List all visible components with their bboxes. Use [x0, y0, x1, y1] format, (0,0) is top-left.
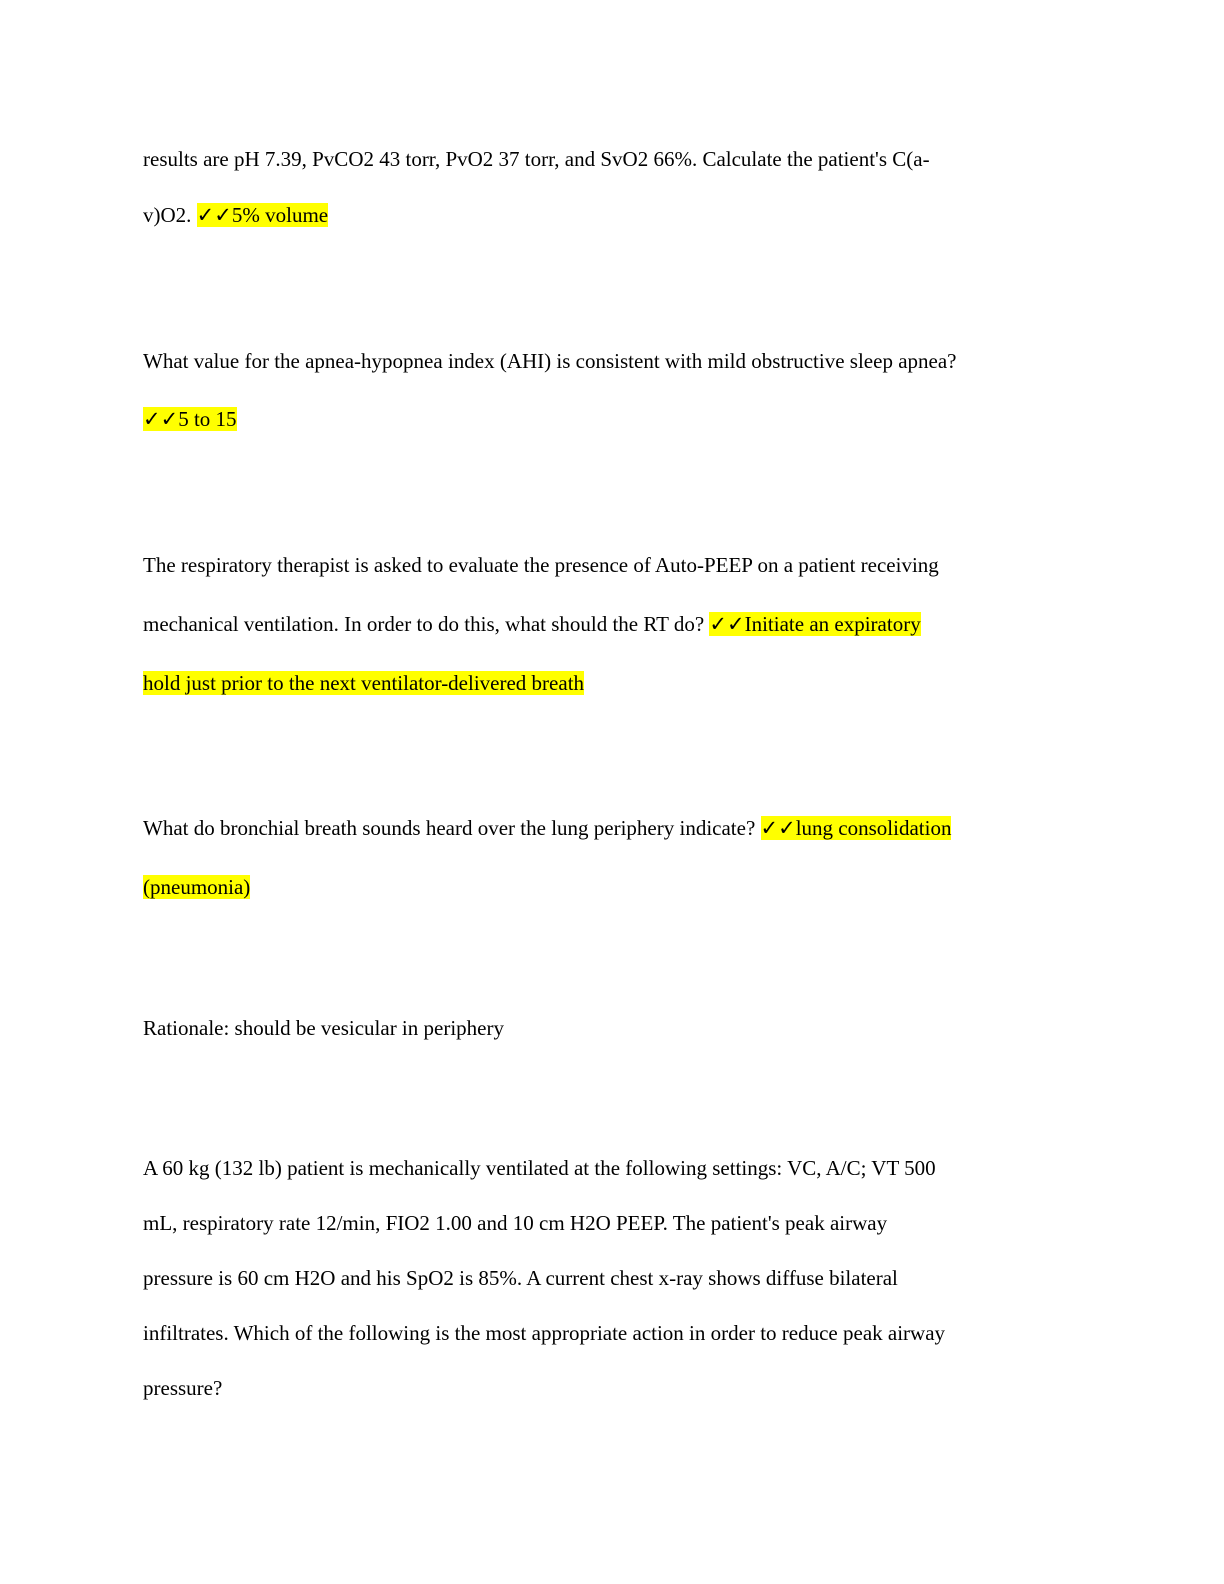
highlighted-answer: hold just prior to the next ventilator-delivered breath — [143, 671, 585, 695]
paragraph-line — [143, 406, 237, 432]
paragraph-line — [143, 348, 956, 374]
paragraph-line — [143, 670, 584, 696]
line-text: pressure is 60 cm H2O and his SpO2 is 85%. A current chest x-ray shows diffuse bilateral — [143, 1266, 898, 1290]
highlighted-answer: ✓✓5 to 15 — [143, 407, 237, 431]
paragraph-line — [143, 1155, 936, 1181]
line-text: A 60 kg (132 lb) patient is mechanically ventilated at the following settings: VC, A/C; VT 500 — [143, 1156, 936, 1180]
line-text: mL, respiratory rate 12/min, FIO2 1.00 and 10 cm H2O PEEP. The patient's peak airway — [143, 1211, 888, 1235]
highlighted-answer: ✓✓Initiate an expiratory — [709, 612, 921, 636]
paragraph-line — [143, 874, 250, 900]
highlighted-answer: (pneumonia) — [143, 875, 251, 899]
paragraph-line — [143, 1375, 222, 1401]
paragraph-line — [143, 1265, 898, 1291]
rationale-line — [143, 1015, 504, 1041]
paragraph-line — [143, 1320, 945, 1346]
paragraph-line — [143, 552, 939, 578]
paragraph-line — [143, 202, 328, 228]
line-text: Rationale: should be vesicular in periphery — [143, 1016, 504, 1040]
paragraph-line — [143, 146, 930, 172]
line-text: What do bronchial breath sounds heard over the lung periphery indicate? — [143, 816, 761, 840]
line-text: pressure? — [143, 1376, 223, 1400]
line-text: The respiratory therapist is asked to evaluate the presence of Auto-PEEP on a patient receiving — [143, 553, 939, 577]
paragraph-line — [143, 815, 951, 841]
line-text: infiltrates. Which of the following is the most appropriate action in order to reduce peak airway — [143, 1321, 946, 1345]
paragraph-line — [143, 611, 921, 637]
paragraph-line — [143, 1210, 887, 1236]
line-text: mechanical ventilation. In order to do this, what should the RT do? — [143, 612, 710, 636]
line-text: v)O2. — [143, 203, 197, 227]
line-text: What value for the apnea-hypopnea index (AHI) is consistent with mild obstructive sleep apnea? — [143, 349, 957, 373]
line-text: results are pH 7.39, PvCO2 43 torr, PvO2 37 torr, and SvO2 66%. Calculate the patient's C(a- — [143, 147, 930, 171]
highlighted-answer: ✓✓5% volume — [196, 203, 329, 227]
highlighted-answer: ✓✓lung consolidation — [760, 816, 952, 840]
